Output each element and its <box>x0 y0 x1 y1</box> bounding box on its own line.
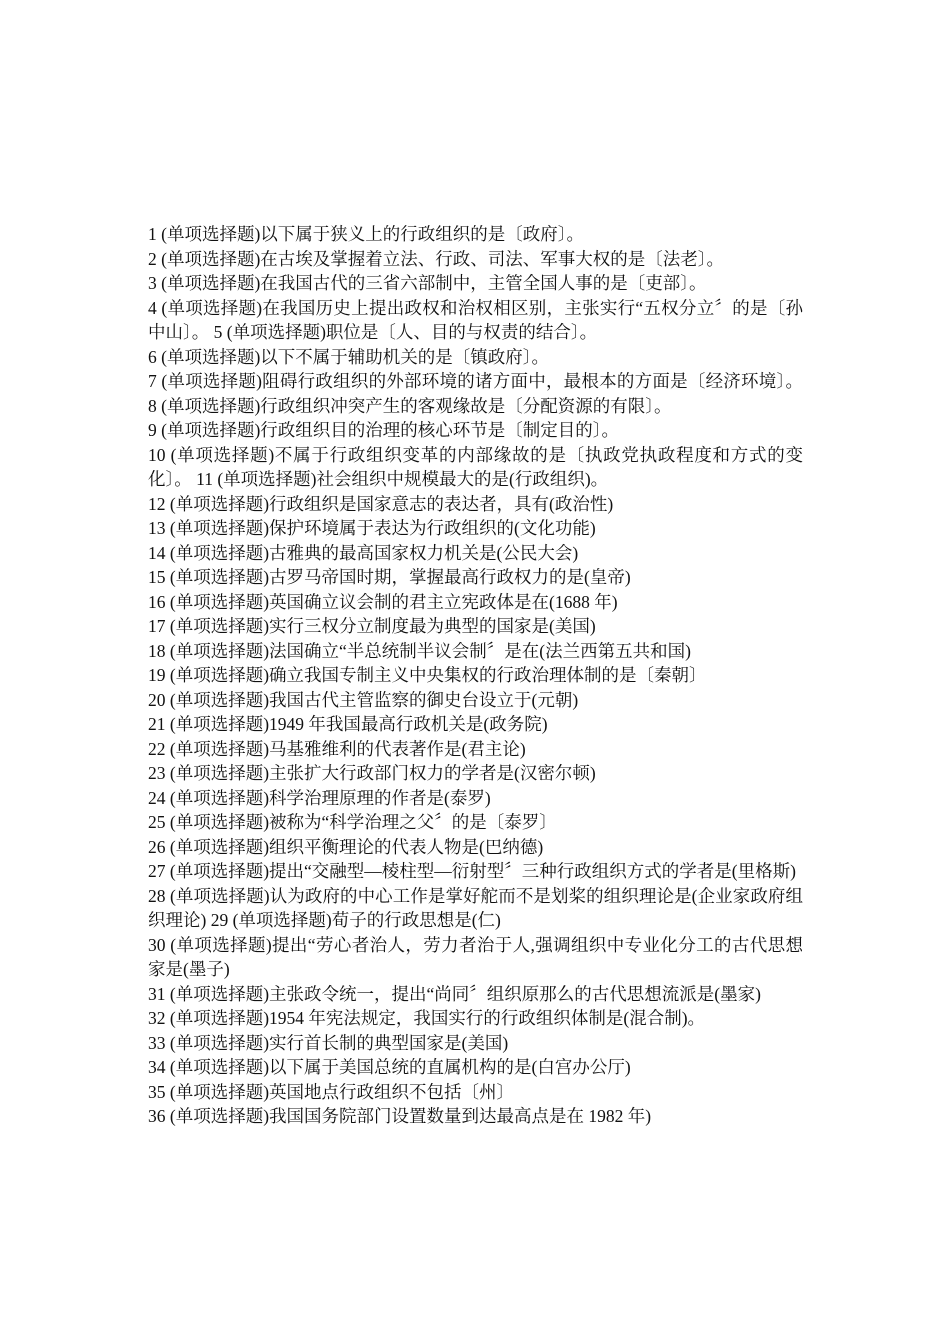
question-12: 12 (单项选择题)行政组织是国家意志的表达者，具有(政治性) <box>148 493 614 514</box>
question-4-5: 4 (单项选择题)在我国历史上提出政权和治权相区别，主张实行“五权分立〞的是〔孙中山〕。 5 (单项选择题)职位是〔人、目的与权责的结合〕。 <box>148 297 803 342</box>
question-1: 1 (单项选择题)以下属于狭义上的行政组织的是〔政府〕。 <box>148 224 585 244</box>
question-28-29: 28 (单项选择题)认为政府的中心工作是掌好舵而不是划桨的组织理论是(企业家政府组织理论) 29 (单项选择题)荀子的行政思想是(仁) <box>148 885 803 930</box>
question-20: 20 (单项选择题)我国古代主管监察的御史台设立于(元朝) <box>148 689 579 710</box>
question-16: 16 (单项选择题)英国确立议会制的君主立宪政体是在(1688 年) <box>148 591 618 612</box>
question-32: 32 (单项选择题)1954 年宪法规定，我国实行的行政组织体制是(混合制)。 <box>148 1008 706 1028</box>
question-35: 35 (单项选择题)英国地点行政组织不包括〔州〕 <box>148 1081 515 1102</box>
question-26: 26 (单项选择题)组织平衡理论的代表人物是(巴纳德) <box>148 836 544 857</box>
question-13: 13 (单项选择题)保护环境属于表达为行政组织的(文化功能) <box>148 518 596 538</box>
question-7-8: 7 (单项选择题)阻碍行政组织的外部环境的诸方面中，最根本的方面是〔经济环境〕。 8 (单项选择题)行政组织冲突产生的客观缘故是〔分配资源的有限〕。 <box>148 371 803 416</box>
question-10-11: 10 (单项选择题)不属于行政组织变革的内部缘故的是〔执政党执政程度和方式的变化〕。 11 (单项选择题)社会组织中规模最大的是(行政组织)。 <box>148 444 803 489</box>
question-9: 9 (单项选择题)行政组织目的治理的核心环节是〔制定目的〕。 <box>148 420 620 440</box>
question-21: 21 (单项选择题)1949 年我国最高行政机关是(政务院) <box>148 714 548 734</box>
question-2: 2 (单项选择题)在古埃及掌握着立法、行政、司法、军事大权的是〔法老〕。 <box>148 248 725 269</box>
question-36: 36 (单项选择题)我国国务院部门设置数量到达最高点是在 1982 年) <box>148 1106 652 1126</box>
question-14: 14 (单项选择题)古雅典的最高国家权力机关是(公民大会) <box>148 542 579 563</box>
document-body <box>148 222 803 1129</box>
question-15: 15 (单项选择题)古罗马帝国时期，掌握最高行政权力的是(皇帝) <box>148 567 631 587</box>
question-27: 27 (单项选择题)提出“交融型—棱柱型—衍射型〞三种行政组织方式的学者是(里格斯) <box>148 861 796 881</box>
question-23: 23 (单项选择题)主张扩大行政部门权力的学者是(汉密尔顿) <box>148 763 596 783</box>
question-3: 3 (单项选择题)在我国古代的三省六部制中，主管全国人事的是〔吏部〕。 <box>148 273 707 293</box>
question-19: 19 (单项选择题)确立我国专制主义中央集权的行政治理体制的是〔秦朝〕 <box>148 665 707 685</box>
question-18: 18 (单项选择题)法国确立“半总统制半议会制〞是在(法兰西第五共和国) <box>148 640 691 661</box>
question-33: 33 (单项选择题)实行首长制的典型国家是(美国) <box>148 1032 509 1053</box>
question-31: 31 (单项选择题)主张政令统一，提出“尚同〞组织原那么的古代思想流派是(墨家) <box>148 983 761 1004</box>
question-30: 30 (单项选择题)提出“劳心者治人，劳力者治于人,强调组织中专业化分工的古代思想家是(墨子) <box>148 934 803 979</box>
question-25: 25 (单项选择题)被称为“科学治理之父〞的是〔泰罗〕 <box>148 812 557 832</box>
question-17: 17 (单项选择题)实行三权分立制度最为典型的国家是(美国) <box>148 616 596 636</box>
question-24: 24 (单项选择题)科学治理原理的作者是(泰罗) <box>148 787 491 808</box>
question-6: 6 (单项选择题)以下不属于辅助机关的是〔镇政府〕。 <box>148 346 550 367</box>
question-34: 34 (单项选择题)以下属于美国总统的直属机构的是(白宫办公厅) <box>148 1057 631 1077</box>
question-22: 22 (单项选择题)马基雅维利的代表著作是(君主论) <box>148 738 526 759</box>
